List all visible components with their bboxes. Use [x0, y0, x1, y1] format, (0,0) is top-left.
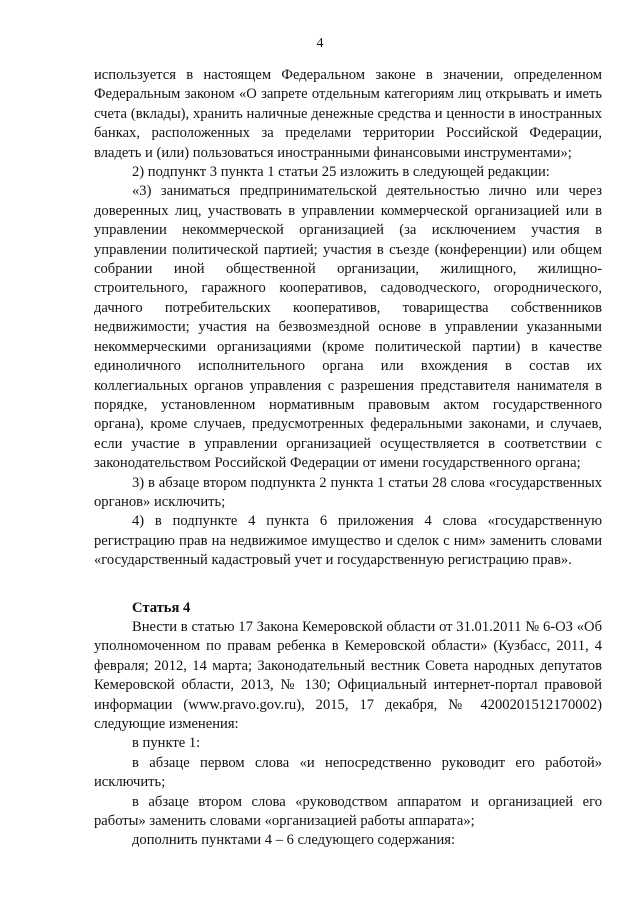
article-heading: Статья 4: [132, 599, 191, 616]
paragraph-quoted-subitem-3: «3) заниматься предпринимательской деятельностью лично или через доверенных лиц, участвовать в управлении коммерческой организацией или в управлении некоммерческой организацией (за исключением участия в управлении политической партией; участия в съезде (конференции) или общем собрании иной общественной организации, жилищного, жилищно-строительного, гаражного кооперативов, садоводческого, огороднического, дачного потребительских кооперативов, товарищества собственников недвижимости; участия на безвозмездной основе в управлении указанными некоммерческими организациями (кроме политической партии) в качестве единоличного исполнительного органа или вхождения в состав их коллегиальных органов управления с разрешения представителя нанимателя в порядке, установленном нормативным правовым актом государственного органа), кроме случаев, предусмотренных федеральными законами, и случаев, если участие в управлении организацией осуществляется в соответствии с законодательством Российской Федерации от имени государственного органа;: [94, 183, 602, 472]
paragraph-add-points: дополнить пунктами 4 – 6 следующего содержания:: [132, 832, 456, 849]
paragraph-first-abzac: в абзаце первом слова «и непосредственно руководит его работой» исключить;: [94, 754, 602, 791]
paragraph-second-abzac: в абзаце втором слова «руководством аппаратом и организацией его работы» заменить словами «организацией работы аппарата»;: [94, 793, 602, 830]
paragraph-article-intro: Внести в статью 17 Закона Кемеровской области от 31.01.2011 № 6-ОЗ «Об уполномоченном по правам ребенка в Кемеровской области» (Кузбасс, 2011, 4 февраля; 2012, 14 марта; Законодательный вестник Совета народных депутатов Кемеровской области, 2013, № 130; Официальный интернет-портал правовой информации (www.pravo.gov.ru), 2015, 17 декабря, № 4200201512170002) следующие изменения:: [94, 618, 602, 732]
paragraph-continuation: используется в настоящем Федеральном законе в значении, определенном Федеральным законом «О запрете отдельным категориям лиц открывать и иметь счета (вклады), хранить наличные денежные средства и ценности в иностранных банках, расположенных за пределами территории Российской Федерации, владеть и (или) пользоваться иностранными финансовыми инструментами»;: [94, 67, 602, 161]
page-number: 4: [316, 36, 324, 51]
paragraph-point-1: в пункте 1:: [132, 735, 201, 752]
section-gap: [94, 571, 602, 599]
paragraph-item-4: 4) в подпункте 4 пункта 6 приложения 4 слова «государственную регистрацию прав на недвижимое имущество и сделок с ним» заменить словами «государственный кадастровый учет и государственную регистрацию прав».: [94, 513, 602, 569]
document-body: [94, 66, 602, 851]
paragraph-item-3: 3) в абзаце втором подпункта 2 пункта 1 статьи 28 слова «государственных органов» исключить;: [94, 474, 602, 510]
paragraph-item-2: 2) подпункт 3 пункта 1 статьи 25 изложить в следующей редакции:: [132, 164, 550, 181]
